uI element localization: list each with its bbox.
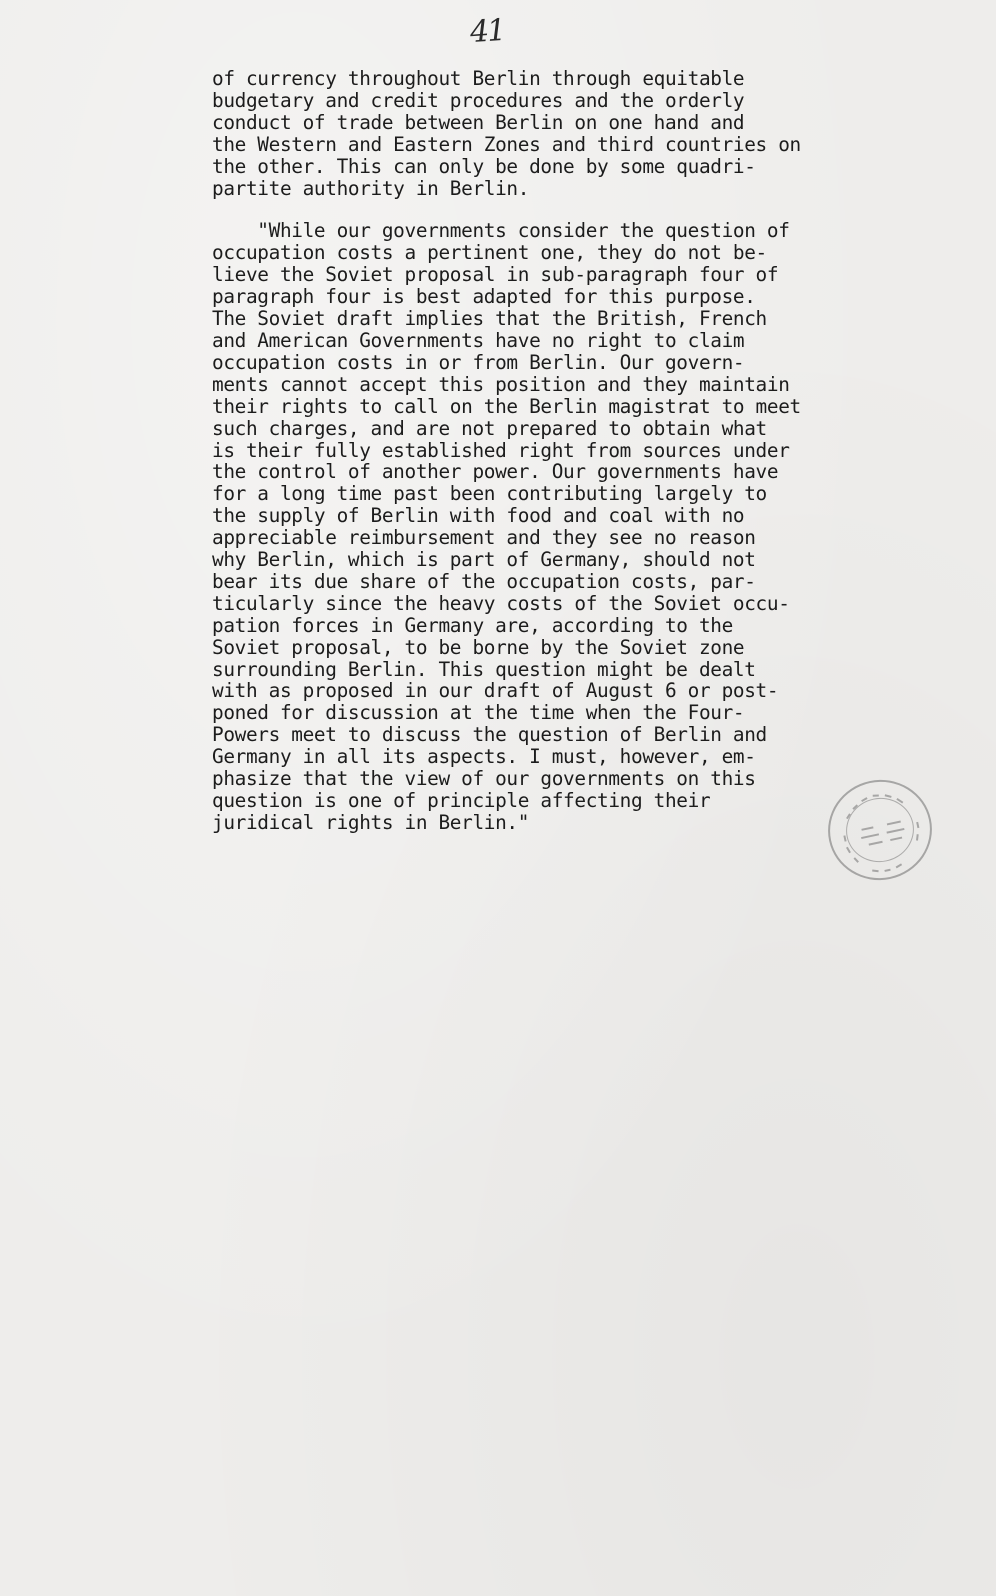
text-line: of currency throughout Berlin through equitable — [212, 67, 745, 90]
text-line: the supply of Berlin with food and coal with no — [212, 504, 745, 528]
text-line: paragraph four is best adapted for this purpose. — [212, 285, 756, 309]
text-line: for a long time past been contributing largely to — [212, 482, 767, 506]
text-line: is their fully established right from sources under — [212, 438, 790, 462]
text-line: with as proposed in our draft of August 6 or post- — [212, 679, 779, 703]
text-line: phasize that the view of our governments on this — [212, 767, 756, 791]
text-line: appreciable reimbursement and they see no reason — [212, 526, 756, 550]
paragraph-spacer — [212, 199, 912, 220]
text-line: Germany in all its aspects. I must, however, em- — [212, 745, 756, 769]
text-line: ticularly since the heavy costs of the Soviet occu- — [212, 591, 790, 615]
text-line: pation forces in Germany are, according to the — [212, 613, 733, 637]
text-line: the control of another power. Our governments have — [212, 460, 779, 484]
text-line: Soviet proposal, to be borne by the Soviet zone — [212, 635, 745, 659]
text-line: occupation costs a pertinent one, they do not be- — [212, 241, 767, 265]
text-line: such charges, and are not prepared to obtain what — [212, 416, 767, 440]
text-line: lieve the Soviet proposal in sub-paragraph four of — [212, 263, 779, 287]
text-line: the Western and Eastern Zones and third countries on — [212, 132, 801, 156]
text-line: why Berlin, which is part of Germany, should not — [212, 548, 756, 572]
text-line: occupation costs in or from Berlin. Our govern- — [212, 350, 745, 374]
text-line: "While our governments consider the question of — [212, 219, 790, 243]
paragraph-1 — [212, 68, 912, 199]
handwritten-page-number: 41 — [468, 12, 506, 51]
text-line: The Soviet draft implies that the British, French — [212, 307, 767, 331]
text-line: the other. This can only be done by some quadri- — [212, 154, 756, 178]
text-line: question is one of principle affecting their — [212, 789, 711, 812]
paragraph-2 — [212, 220, 912, 833]
text-line: Powers meet to discuss the question of Berlin and — [212, 723, 767, 747]
document-body — [212, 68, 912, 834]
text-line: budgetary and credit procedures and the orderly — [212, 88, 745, 112]
text-line: conduct of trade between Berlin on one hand and — [212, 110, 745, 134]
text-line: and American Governments have no right to claim — [212, 328, 745, 352]
text-line: bear its due share of the occupation costs, par- — [212, 569, 756, 593]
text-line: juridical rights in Berlin." — [212, 810, 530, 834]
text-line: poned for discussion at the time when the Four- — [212, 701, 745, 725]
text-line: partite authority in Berlin. — [212, 176, 530, 200]
text-line: their rights to call on the Berlin magistrat to meet — [212, 394, 801, 418]
text-line: ments cannot accept this position and they maintain — [212, 372, 790, 396]
text-line: surrounding Berlin. This question might be dealt — [212, 657, 756, 681]
seal-lettering-marks — [821, 772, 944, 891]
